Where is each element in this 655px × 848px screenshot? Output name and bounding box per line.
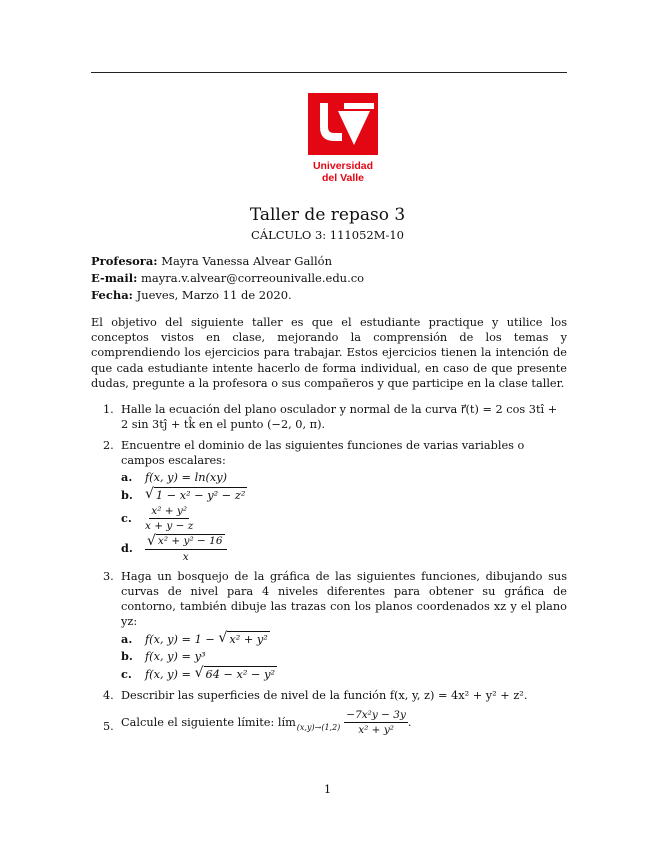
question-number: 4. [103,689,114,702]
item-label: b. [121,487,133,502]
question-3 [91,569,567,682]
sqrt-expr: √ 1 − x² − y² − z² [145,486,246,502]
item-2a [121,470,567,485]
item-expr: f(x, y) = y³ [145,650,206,663]
denominator: x [182,551,189,563]
numerator: x² + y² [151,505,188,517]
item-label: c. [121,666,132,681]
denominator: x + y − z [145,520,194,532]
email-value: mayra.v.alvear@correounivalle.edu.co [141,271,365,285]
email-label: E-mail: [91,271,138,285]
item-2d [121,534,567,563]
question-5 [91,709,567,736]
question-number: 5. [103,720,114,733]
item-label: a. [121,631,133,646]
question-1 [91,402,567,432]
header-rule [91,72,567,73]
sqrt-expr: √ 64 − x² − y² [194,665,275,681]
university-logo [308,93,378,185]
sqrt-expr: √ x² + y² − 16 [147,533,223,549]
item-3a [121,631,567,647]
limit-end: . [407,716,412,729]
item-3b [121,649,567,664]
question-text: Describir las superficies de nivel de la función f(x, y, z) = 4x² + y² + z². [121,689,528,702]
document-subtitle: CÁLCULO 3: 111052M-10 [251,228,404,242]
limit-subscript: (x,y)→(1,2) [296,723,341,732]
item-label: d. [121,541,133,555]
question-text: Calcule el siguiente límite: lím [121,716,296,729]
question-number: 3. [103,570,114,583]
denominator: x² + y² [358,724,394,736]
radicand: x² + y² [229,633,268,646]
item-label: b. [121,649,133,663]
limit-fraction [344,709,408,736]
fecha-value: Jueves, Marzo 11 de 2020. [136,288,292,302]
item-2c [121,505,567,532]
logo-line-2: del Valle [321,172,365,184]
item-3c [121,666,567,682]
fecha-label: Fecha: [91,288,133,302]
radicand: x² + y² − 16 [157,535,223,547]
radicand: 64 − x² − y² [205,668,275,681]
question-text: Halle la ecuación del plano osculador y normal de la curva r⃗(t) = 2 cos 3tî + 2 sin 3tĵ + tk̂ en el punto (−2, 0, π). [121,403,558,431]
item-lhs: f(x, y) = 1 − [145,632,219,646]
question-number: 2. [103,439,114,452]
document-title: Taller de repaso 3 [249,205,406,225]
sqrt-expr: √ x² + y² [218,630,268,646]
question-text: Haga un bosquejo de la gráfica de las siguientes funciones, dibujando sus curvas de nivel para 4 niveles diferentes para obtener su gráfica de contorno, también dibuje las trazas con los planos coordenados xz y el plano yz: [121,570,567,628]
numerator: −7x²y − 3y [346,709,406,721]
item-expr: f(x, y) = ln(xy) [145,471,228,484]
question-2 [91,438,567,563]
radicand: 1 − x² − y² − z² [155,489,246,502]
question-4 [91,688,567,703]
intro-paragraph: El objetivo del siguiente taller es que el estudiante practique y utilice los conceptos vistos en clase, mejorando la comprensión de los temas y comprendiendo los ejercicios para trabajar. Estos ejercicios tienen la intención de que cada estudiante intente hacerlo de forma individual, en caso de que presente dudas, pregunte a la profesora o sus compañeros y que participe en la clase taller. [91,316,567,390]
logo-line-1: Universidad [312,160,374,172]
question-number: 1. [103,403,114,416]
item-2b [121,487,567,503]
profesora-value: Mayra Vanessa Alvear Gallón [161,254,332,268]
profesora-label: Profesora: [91,254,158,268]
item-lhs: f(x, y) = [145,667,195,681]
item-label: c. [121,511,132,525]
fraction [145,534,227,563]
question-text: Encuentre el dominio de las siguientes funciones de varias variables o campos escalares: [121,439,525,467]
fraction [145,505,193,532]
page-number: 1 [323,782,332,796]
item-label: a. [121,470,133,484]
course-meta [91,253,364,304]
question-list [91,402,567,742]
